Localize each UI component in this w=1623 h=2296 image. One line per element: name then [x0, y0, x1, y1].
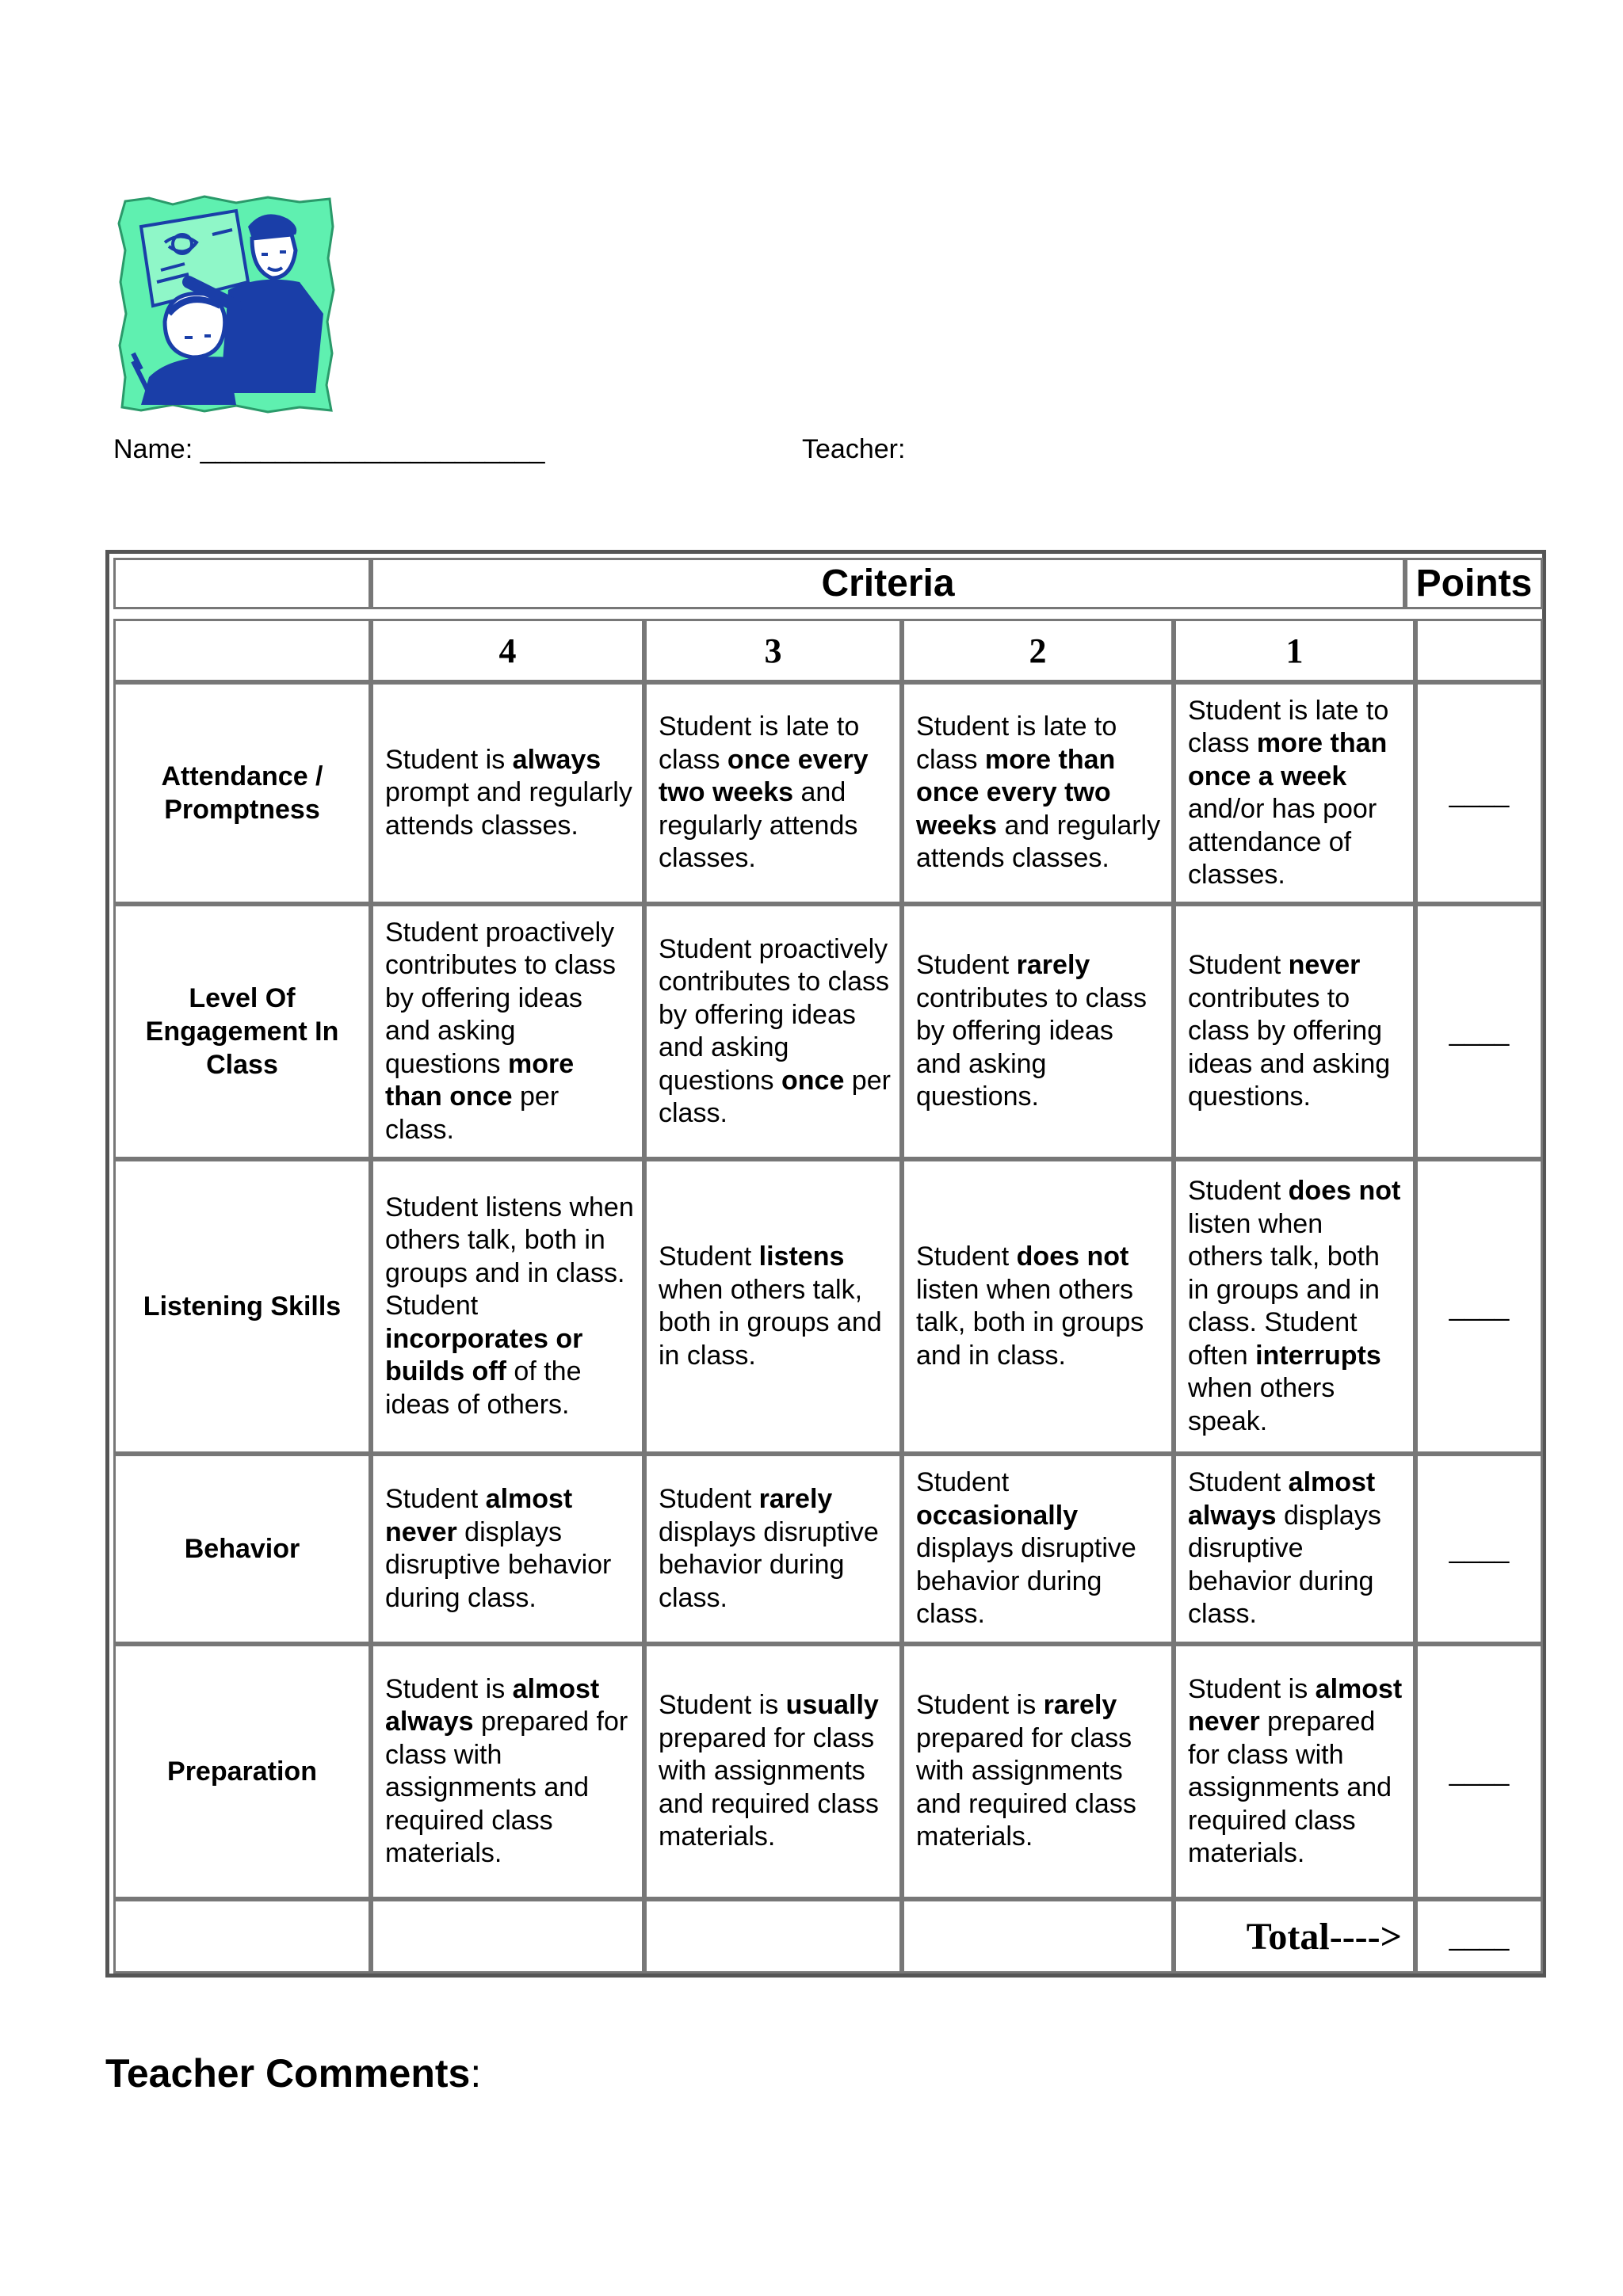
descriptor-emphasis: once — [781, 1065, 845, 1096]
descriptor-emphasis: almost never — [385, 1484, 573, 1547]
descriptor-emphasis: interrupts — [1255, 1340, 1381, 1371]
descriptor-text: displays disruptive behavior during class. — [1188, 1500, 1381, 1630]
descriptor-text: Student is — [385, 1673, 513, 1704]
descriptor-text: Student is — [659, 1690, 786, 1721]
descriptor-cell — [1174, 1454, 1415, 1644]
descriptor-emphasis: never — [1288, 950, 1361, 981]
descriptor-cell — [902, 682, 1174, 904]
descriptor-cell — [371, 1454, 644, 1644]
points-blank: ____ — [1415, 904, 1543, 1159]
descriptor-text: prompt and regularly attends classes. — [385, 777, 632, 841]
score-blank-cell — [113, 619, 371, 682]
descriptor-cell — [371, 682, 644, 904]
criteria-header: Criteria — [371, 558, 1405, 609]
score-3-header: 3 — [644, 619, 902, 682]
teacher-comments-label: Teacher Comments — [105, 2051, 471, 2096]
descriptor-text: contributes to class by offering ideas and asking questions. — [1188, 982, 1391, 1112]
descriptor-cell — [902, 1644, 1174, 1899]
descriptor-text: contributes to class by offering ideas and asking questions. — [916, 982, 1148, 1112]
category-attendance: Attendance / Promptness — [113, 682, 371, 904]
descriptor-text: Student — [659, 1241, 759, 1272]
descriptor-cell — [371, 1159, 644, 1454]
descriptor-cell — [371, 1644, 644, 1899]
descriptor-text: listen when others talk, both in groups and in class. Student often — [1188, 1208, 1380, 1371]
name-field-label: Name: _______________________ — [113, 434, 545, 464]
descriptor-emphasis: rarely — [758, 1484, 833, 1514]
descriptor-text: per class. — [659, 1065, 891, 1128]
category-engagement: Level Of Engagement In Class — [113, 904, 371, 1159]
descriptor-text: Student — [916, 1241, 1017, 1272]
descriptor-cell — [1174, 904, 1415, 1159]
descriptor-cell — [644, 904, 902, 1159]
descriptor-cell — [1174, 1159, 1415, 1454]
descriptor-text: displays disruptive behavior during class. — [659, 1516, 879, 1613]
descriptor-text: per class. — [385, 1081, 559, 1145]
descriptor-text: Student — [659, 1484, 759, 1514]
descriptor-emphasis: usually — [785, 1690, 879, 1721]
descriptor-emphasis: listens — [758, 1241, 845, 1272]
descriptor-cell — [902, 1159, 1174, 1454]
descriptor-emphasis: once every two weeks — [659, 744, 869, 808]
points-header: Points — [1405, 558, 1543, 609]
rubric-table — [105, 550, 1546, 1978]
descriptor-cell — [1174, 1644, 1415, 1899]
score-2-header: 2 — [902, 619, 1174, 682]
descriptor-emphasis: occasionally — [916, 1500, 1079, 1531]
descriptor-text: prepared for class with assignments and required class materials. — [385, 1707, 628, 1868]
total-label: Total----> — [1174, 1899, 1415, 1974]
descriptor-emphasis: does not — [1016, 1241, 1129, 1272]
descriptor-text: when others speak. — [1188, 1373, 1335, 1436]
descriptor-emphasis: more than once a week — [1188, 728, 1388, 791]
descriptor-text: Student proactively contributes to class by offering ideas and asking questions — [659, 933, 890, 1096]
descriptor-cell — [644, 1454, 902, 1644]
descriptor-emphasis: almost always — [1188, 1467, 1376, 1531]
descriptor-text: of the ideas of others. — [385, 1356, 582, 1420]
descriptor-emphasis: rarely — [1043, 1690, 1117, 1721]
descriptor-emphasis: rarely — [1016, 950, 1090, 981]
descriptor-text: Student is — [916, 1690, 1044, 1721]
descriptor-text: prepared for class with assignments and required class materials. — [659, 1722, 879, 1852]
descriptor-text: prepared for class with assignments and required class materials. — [1188, 1707, 1392, 1868]
descriptor-emphasis: almost never — [1188, 1673, 1403, 1737]
score-points-blank-cell — [1415, 619, 1543, 682]
total-blank-cell — [902, 1899, 1174, 1974]
header-blank-cell — [113, 558, 371, 609]
descriptor-text: Student is — [385, 744, 513, 775]
descriptor-text: Student is late to class — [916, 711, 1117, 775]
descriptor-cell — [644, 1644, 902, 1899]
descriptor-text: and/or has poor attendance of classes. — [1188, 794, 1377, 890]
total-points-blank: ____ — [1415, 1899, 1543, 1974]
descriptor-text: when others talk, both in groups and in class. — [659, 1274, 882, 1371]
descriptor-text: Student — [1188, 1176, 1289, 1206]
category-listening: Listening Skills — [113, 1159, 371, 1454]
teacher-student-clipart-icon — [117, 195, 336, 414]
descriptor-text: Student proactively contributes to class by offering ideas and asking questions — [385, 917, 617, 1079]
descriptor-emphasis: more than once every two weeks — [916, 744, 1116, 841]
descriptor-cell — [371, 904, 644, 1159]
descriptor-text: displays disruptive behavior during class. — [385, 1516, 612, 1613]
descriptor-text: and regularly attends classes. — [916, 810, 1161, 874]
teacher-field-label: Teacher: — [802, 434, 906, 464]
descriptor-emphasis: incorporates or builds off — [385, 1323, 583, 1387]
descriptor-cell — [902, 904, 1174, 1159]
total-blank-cell — [113, 1899, 371, 1974]
descriptor-text: prepared for class with assignments and required class materials. — [916, 1722, 1136, 1852]
points-blank: ____ — [1415, 1454, 1543, 1644]
descriptor-text: Student — [916, 950, 1017, 981]
total-blank-cell — [371, 1899, 644, 1974]
descriptor-text: and regularly attends classes. — [659, 777, 858, 874]
teacher-comments-colon: : — [470, 2051, 482, 2096]
descriptor-emphasis: always — [512, 744, 601, 775]
descriptor-emphasis: does not — [1288, 1176, 1401, 1206]
descriptor-text: Student — [385, 1484, 486, 1514]
descriptor-text: Student — [1188, 950, 1289, 981]
points-blank: ____ — [1415, 682, 1543, 904]
category-preparation: Preparation — [113, 1644, 371, 1899]
descriptor-cell — [902, 1454, 1174, 1644]
descriptor-text: Student is late to class — [1188, 695, 1389, 758]
descriptor-text: listen when others talk, both in groups and in class. — [916, 1274, 1144, 1371]
category-behavior: Behavior — [113, 1454, 371, 1644]
descriptor-text: Student is — [1188, 1673, 1316, 1704]
total-blank-cell — [644, 1899, 902, 1974]
descriptor-text: Student — [1188, 1467, 1289, 1498]
score-4-header: 4 — [371, 619, 644, 682]
descriptor-text: Student — [916, 1467, 1010, 1498]
descriptor-text: Student listens when others talk, both in groups and in class. Student — [385, 1192, 634, 1322]
descriptor-cell — [1174, 682, 1415, 904]
points-blank: ____ — [1415, 1644, 1543, 1899]
descriptor-emphasis: almost always — [385, 1673, 600, 1737]
descriptor-text: displays disruptive behavior during class. — [916, 1533, 1136, 1630]
descriptor-emphasis: more than once — [385, 1048, 575, 1112]
descriptor-cell — [644, 682, 902, 904]
score-1-header: 1 — [1174, 619, 1415, 682]
descriptor-cell — [644, 1159, 902, 1454]
teacher-comments-heading — [105, 2050, 481, 2096]
points-blank: ____ — [1415, 1159, 1543, 1454]
descriptor-text: Student is late to class — [659, 711, 860, 775]
